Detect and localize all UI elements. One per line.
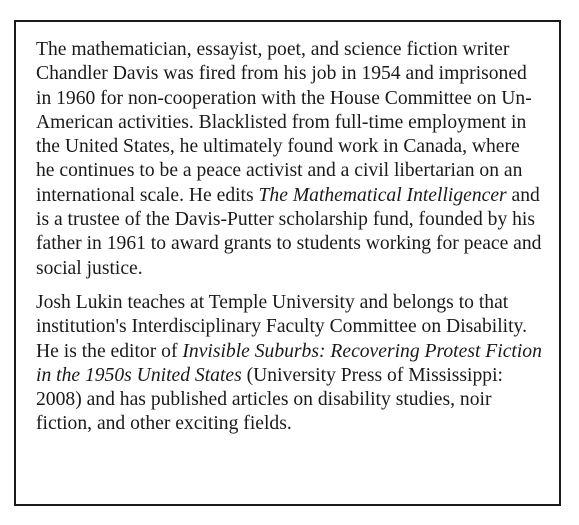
- bio-paragraph-josh-lukin: [36, 291, 543, 437]
- contributor-bio-box: [14, 20, 561, 506]
- bio-text: The mathematician, essayist, poet, and science fiction writer Chandler Davis was fired from his job in 1954 and imprisoned in 1960 for non-cooperation with the House Committee on Un-American activities. Blacklisted from full-time employment in the United States, he ultimately found work in Canada, where he continues to be a peace activist and a civil libertarian on an international scale. He edits: [36, 39, 532, 206]
- bio-text: Josh Lukin teaches at Temple University and belongs to that institution's Interdisciplinary Faculty Committee on Disability. He is the editor of: [36, 291, 527, 362]
- bio-text: and is a trustee of the Davis-Putter scholarship fund, founded by his father in 1961 to award grants to students working for peace and social justice.: [36, 184, 542, 279]
- journal-title: The Mathematical Intelligencer: [258, 184, 507, 206]
- book-title: Invisible Suburbs: Recovering Protest Fiction in the 1950s United States: [36, 340, 542, 386]
- bio-text: (University Press of Mississippi: 2008) and has published articles on disability studies, noir fiction, and other exciting fields.: [36, 364, 503, 435]
- bio-paragraph-chandler-davis: [36, 38, 543, 281]
